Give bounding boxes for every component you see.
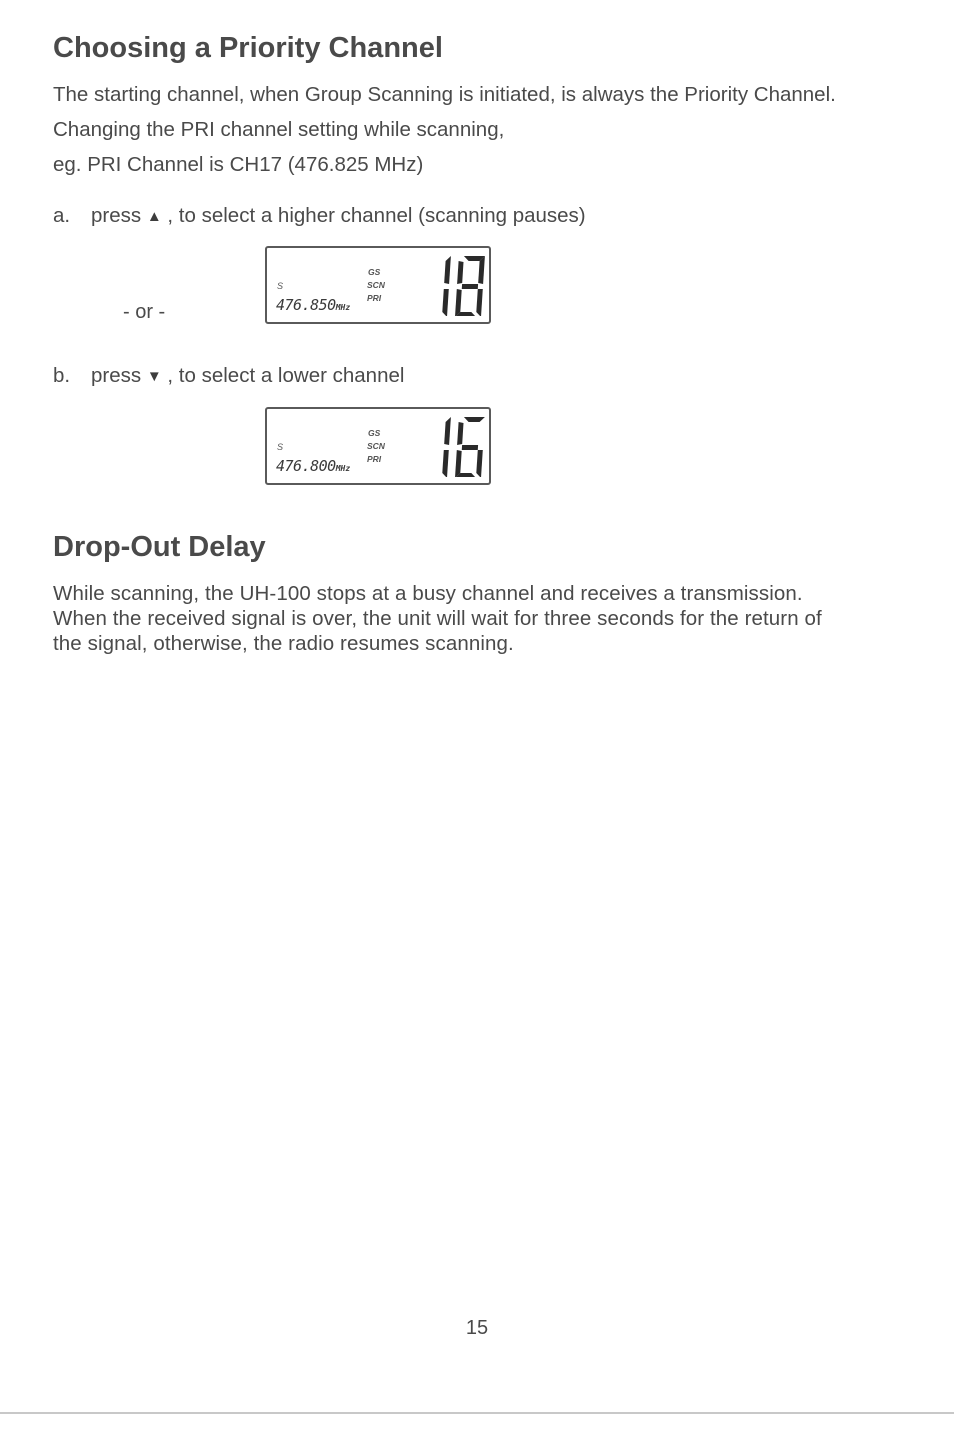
page-number: 15	[465, 1317, 489, 1339]
lcd-segment-1-b	[444, 256, 451, 284]
lcd-segment-2-f	[457, 261, 463, 284]
drop-out-paragraph	[53, 581, 822, 656]
step-a-letter: a.	[53, 204, 71, 227]
drop-out-line-3: the signal, otherwise, the radio resumes scanning.	[53, 632, 514, 655]
lcd-segment-2-g	[462, 445, 478, 450]
lcd-segment-2-e	[455, 450, 462, 477]
bottom-rule	[0, 1412, 954, 1414]
lcd-pri-indicator: PRI	[367, 454, 382, 464]
drop-out-line-1: While scanning, the UH-100 stops at a busy channel and receives a transmission.	[53, 582, 803, 605]
lcd-frequency-value: 476.850	[276, 296, 336, 314]
step-b	[53, 364, 404, 388]
section-title-drop-out-delay: Drop-Out Delay	[53, 531, 266, 563]
lcd-frequency-unit: MHz	[335, 303, 351, 312]
lcd-scn-indicator: SCN	[367, 441, 385, 451]
lcd-s-indicator: S	[277, 442, 284, 452]
step-a-press: press	[91, 204, 142, 227]
lcd-frequency-value: 476.800	[276, 457, 336, 475]
lcd-frequency-unit: MHz	[335, 464, 351, 473]
lcd-s-indicator: S	[277, 281, 284, 291]
step-b-press: press	[91, 364, 142, 387]
lcd-segment-1-b	[444, 417, 451, 445]
lcd-channel-digits	[417, 254, 487, 316]
lcd-segment-2-c	[476, 289, 483, 316]
lcd-gs-indicator: GS	[368, 267, 381, 277]
drop-out-line-2: When the received signal is over, the unit will wait for three seconds for the return of	[53, 607, 822, 630]
lcd-segment-1-c	[442, 289, 449, 316]
priority-intro-paragraph	[53, 77, 836, 182]
step-b-letter: b.	[53, 364, 71, 387]
or-separator: - or -	[123, 301, 166, 323]
down-arrow-icon: ▼	[146, 368, 162, 385]
lcd-display-higher	[265, 246, 491, 324]
step-b-text: , to select a lower channel	[167, 364, 405, 387]
lcd-frequency	[276, 457, 350, 475]
lcd-gs-indicator: GS	[368, 428, 381, 438]
lcd-channel-digits	[417, 415, 487, 477]
priority-intro-line-1: The starting channel, when Group Scanning is initiated, is always the Priority Channel.	[53, 83, 836, 106]
lcd-segment-2-f	[457, 422, 463, 445]
priority-intro-line-3: eg. PRI Channel is CH17 (476.825 MHz)	[53, 153, 424, 176]
lcd-frequency	[276, 296, 350, 314]
lcd-pri-indicator: PRI	[367, 293, 382, 303]
lcd-segment-2-g	[462, 284, 478, 289]
lcd-segment-1-c	[442, 450, 449, 477]
lcd-display-lower	[265, 407, 491, 485]
lcd-segment-2-c	[476, 450, 483, 477]
lcd-segment-2-a	[464, 417, 485, 422]
lcd-scn-indicator: SCN	[367, 280, 385, 290]
section-title-priority-channel: Choosing a Priority Channel	[53, 32, 443, 64]
step-a-text: , to select a higher channel (scanning pauses)	[167, 204, 586, 227]
priority-intro-line-2: Changing the PRI channel setting while scanning,	[53, 118, 505, 141]
lcd-segment-2-e	[455, 289, 462, 316]
step-a	[53, 204, 586, 228]
up-arrow-icon: ▲	[146, 208, 162, 225]
